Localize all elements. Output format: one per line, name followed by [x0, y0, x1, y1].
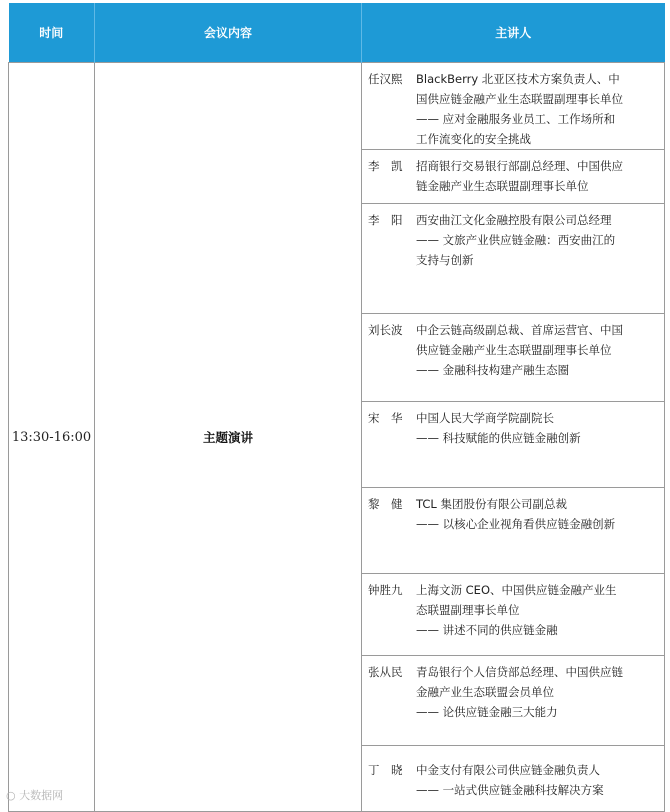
speaker-info	[416, 760, 660, 800]
speaker-line: —— 一站式供应链金融科技解决方案	[416, 783, 604, 797]
speaker-line: —— 科技赋能的供应链金融创新	[416, 431, 581, 445]
speaker-info	[416, 156, 660, 196]
speaker-line: —— 文旅产业供应链金融：西安曲江的	[416, 233, 616, 247]
speaker-cell	[362, 746, 665, 812]
speaker-line: 招商银行交易银行部副总经理、中国供应	[416, 159, 623, 173]
speaker-line: 态联盟副理事长单位	[416, 603, 520, 617]
speaker-name: 李 阳	[368, 213, 403, 227]
header-row	[9, 3, 665, 63]
speaker-info	[416, 408, 660, 448]
speaker-line: —— 应对金融服务业员工、工作场所和	[416, 112, 616, 126]
speaker-line: 链金融产业生态联盟副理事长单位	[416, 179, 589, 193]
speaker-row	[9, 63, 665, 150]
speaker-name: 张从民	[368, 665, 403, 679]
speaker-cell	[362, 314, 665, 402]
speaker-cell	[362, 63, 665, 150]
speaker-name: 黎 健	[368, 497, 403, 511]
speaker-line: —— 讲述不同的供应链金融	[416, 623, 558, 637]
speaker-line: 供应链金融产业生态联盟副理事长单位	[416, 343, 612, 357]
speaker-cell	[362, 574, 665, 656]
speaker-cell	[362, 488, 665, 574]
speaker-name: 李 凯	[368, 159, 403, 173]
session-topic: 主题演讲	[95, 63, 362, 812]
speaker-cell	[362, 402, 665, 488]
speaker-cell	[362, 204, 665, 314]
speaker-line: 中国人民大学商学院副院长	[416, 411, 554, 425]
watermark	[6, 787, 63, 803]
speaker-cell	[362, 656, 665, 746]
speaker-name: 任汉熙	[368, 72, 403, 86]
agenda-table	[8, 3, 665, 812]
speaker-info	[416, 210, 660, 270]
speaker-info	[416, 662, 660, 722]
speaker-name: 宋 华	[368, 411, 403, 425]
header-speaker: 主讲人	[362, 3, 665, 63]
speaker-line: TCL 集团股份有限公司副总裁	[416, 497, 567, 511]
weibo-logo-icon: ○	[6, 789, 16, 802]
speaker-line: 金融产业生态联盟会员单位	[416, 685, 554, 699]
speaker-line: 青岛银行个人信贷部总经理、中国供应链	[416, 665, 623, 679]
speaker-info	[416, 580, 660, 640]
speaker-info	[416, 69, 660, 149]
speaker-line: 西安曲江文化金融控股有限公司总经理	[416, 213, 612, 227]
header-time: 时间	[9, 3, 95, 63]
speaker-line: 上海文沥 CEO、中国供应链金融产业生	[416, 583, 617, 597]
speaker-info	[416, 320, 660, 380]
speaker-line: 支持与创新	[416, 253, 474, 267]
speaker-line: —— 论供应链金融三大能力	[416, 705, 558, 719]
speaker-name: 钟胜九	[368, 583, 403, 597]
speaker-line: 国供应链金融产业生态联盟副理事长单位	[416, 92, 623, 106]
speaker-line: 中金支付有限公司供应链金融负责人	[416, 763, 600, 777]
watermark-text: 大数据网	[19, 789, 64, 802]
speaker-cell	[362, 150, 665, 204]
speaker-line: 工作流变化的安全挑战	[416, 132, 531, 146]
speaker-name: 丁 晓	[368, 763, 403, 777]
speaker-line: —— 以核心企业视角看供应链金融创新	[416, 517, 616, 531]
session-time: 13:30-16:00	[9, 63, 95, 812]
speaker-name: 刘长波	[368, 323, 403, 337]
speaker-info	[416, 494, 660, 534]
speaker-line: —— 金融科技构建产融生态圈	[416, 363, 570, 377]
speaker-line: BlackBerry 北亚区技术方案负责人、中	[416, 72, 620, 86]
speaker-line: 中企云链高级副总裁、首席运营官、中国	[416, 323, 623, 337]
header-content: 会议内容	[95, 3, 362, 63]
